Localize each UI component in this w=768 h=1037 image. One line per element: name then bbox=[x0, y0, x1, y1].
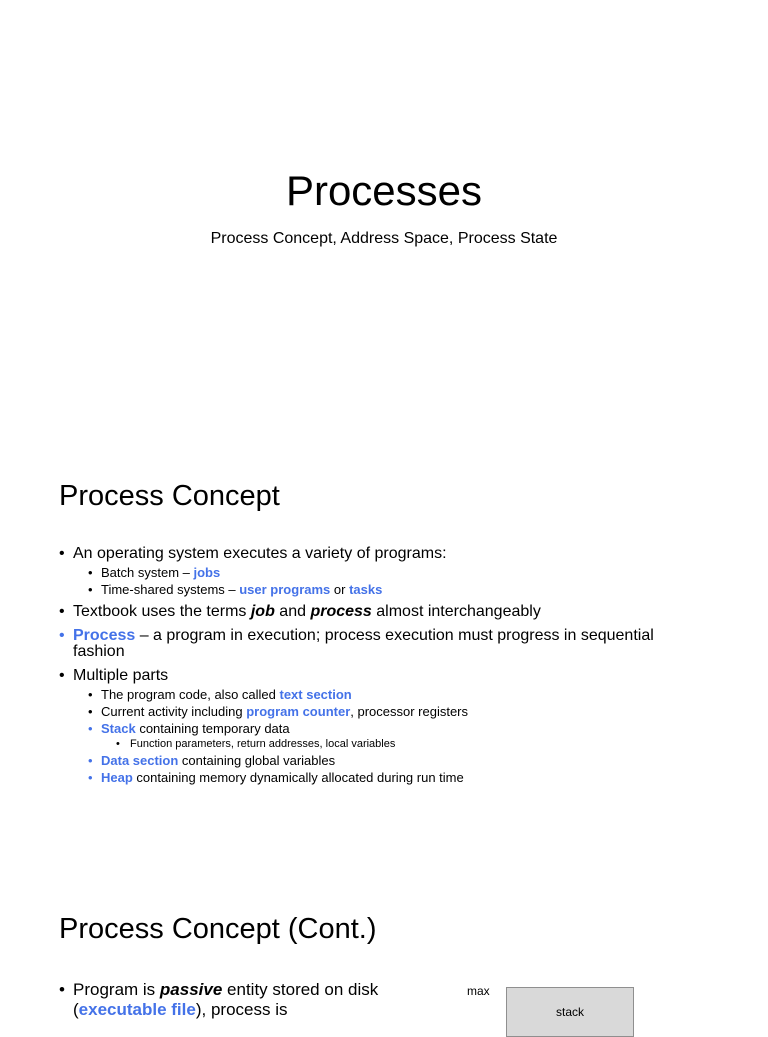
title-slide bbox=[0, 0, 768, 430]
slide-title: Processes bbox=[285, 167, 483, 214]
sub-bullet-stack: • Stack containing temporary data bbox=[59, 720, 708, 737]
sub-bullet-batch: • Batch system – jobs bbox=[59, 564, 708, 581]
sub-list bbox=[59, 686, 708, 786]
slide-subtitle: Process Concept, Address Space, Process State bbox=[210, 230, 558, 247]
bullet-terms: • Textbook uses the terms job and process almost interchangeably bbox=[59, 604, 708, 620]
bullet-process-definition: • Process – a program in execution; process execution must progress in sequential fashion bbox=[59, 628, 708, 660]
sub-list bbox=[59, 564, 708, 598]
sub-bullet-timeshared: • Time-shared systems – user programs or tasks bbox=[59, 581, 708, 598]
sub-bullet-program-counter: • Current activity including program counter, processor registers bbox=[59, 703, 708, 720]
sub-sub-bullet-stack-contents: • Function parameters, return addresses, local variables bbox=[59, 737, 708, 752]
sub-bullet-data-section: • Data section containing global variables bbox=[59, 752, 708, 769]
memory-stack-region: stack bbox=[506, 987, 634, 1037]
bullet-programs: • An operating system executes a variety of programs: bbox=[59, 546, 708, 562]
bullet-multiple-parts: • Multiple parts bbox=[59, 668, 708, 684]
sub-bullet-text-section: • The program code, also called text section bbox=[59, 686, 708, 703]
bullet-passive-entity: • Program is passive entity stored on disk (executable file), process is bbox=[59, 980, 403, 1020]
bullet-list bbox=[59, 546, 708, 792]
process-concept-cont-slide bbox=[0, 880, 768, 1024]
process-concept-slide bbox=[0, 430, 768, 870]
slide-heading: Process Concept bbox=[59, 480, 280, 512]
sub-bullet-heap: • Heap containing memory dynamically allocated during run time bbox=[59, 769, 708, 786]
memory-max-label: max bbox=[467, 984, 490, 998]
slide-heading: Process Concept (Cont.) bbox=[59, 913, 377, 945]
